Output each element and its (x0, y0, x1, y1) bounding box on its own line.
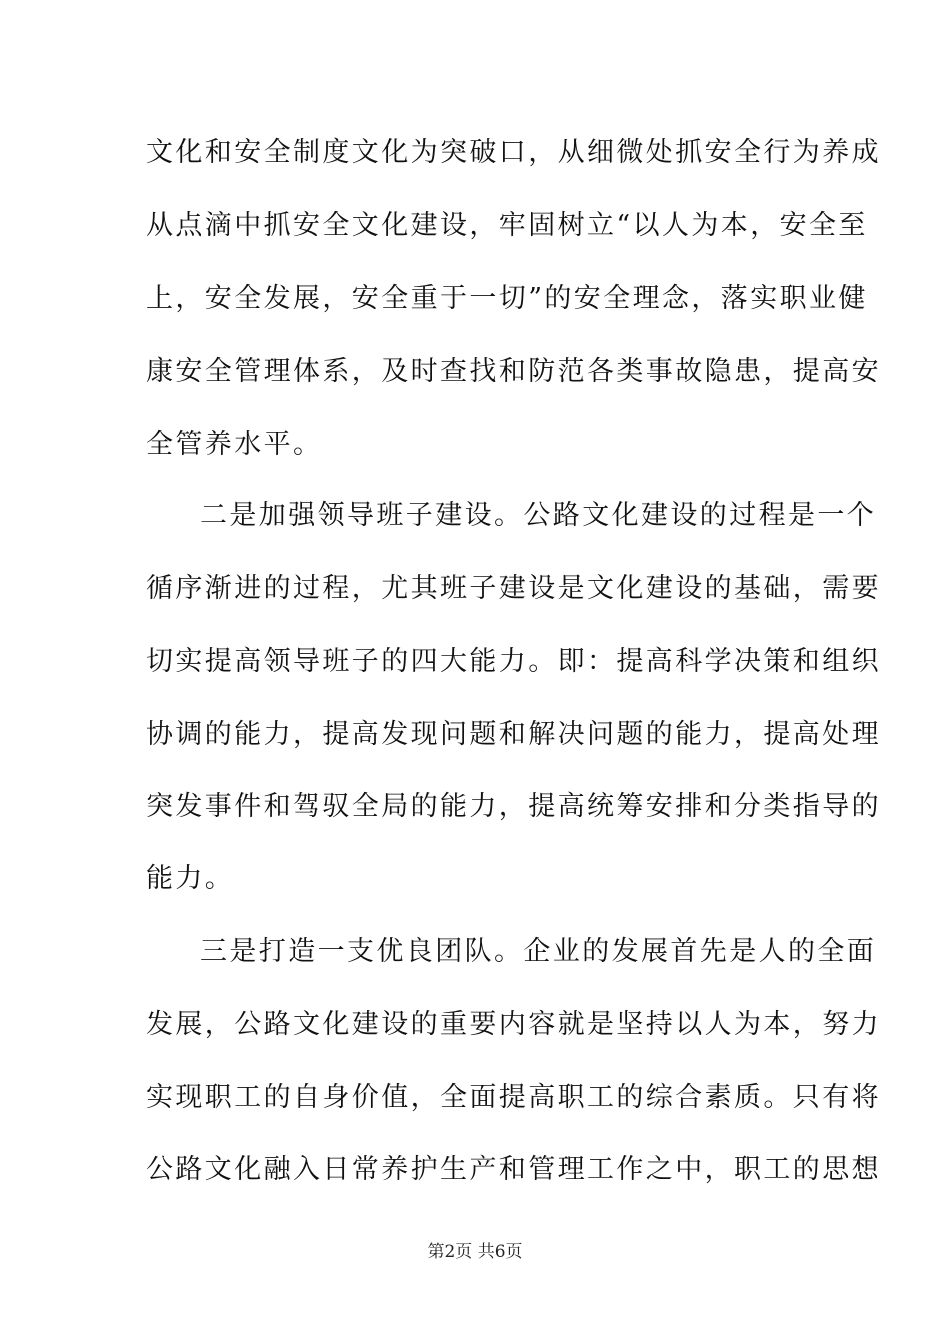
text-line: 从点滴中抓安全文化建设，牢固树立“以人为本，安全至 (146, 210, 868, 241)
text-line: 发展，公路文化建设的重要内容就是坚持以人为本，努力 (146, 1009, 881, 1040)
page-number-footer: 第2页 共6页 (427, 1242, 523, 1262)
text-line: 上，安全发展，安全重于一切”的安全理念，落实职业健 (146, 283, 868, 314)
text-line: 协调的能力，提高发现问题和解决问题的能力，提高处理 (146, 719, 881, 750)
paragraph-start-line: 二是加强领导班子建设。公路文化建设的过程是一个 (200, 500, 877, 531)
text-line: 突发事件和驾驭全局的能力，提高统筹安排和分类指导的 (146, 791, 881, 822)
text-line: 全管养水平。 (146, 429, 323, 460)
text-line: 实现职工的自身价值，全面提高职工的综合素质。只有将 (146, 1082, 881, 1113)
text-line: 能力。 (146, 863, 235, 894)
paragraph-start-line: 三是打造一支优良团队。企业的发展首先是人的全面 (200, 936, 877, 967)
text-line: 康安全管理体系，及时查找和防范各类事故隐患，提高安 (146, 356, 881, 387)
text-line: 循序渐进的过程，尤其班子建设是文化建设的基础，需要 (146, 573, 881, 604)
text-line: 文化和安全制度文化为突破口，从细微处抓安全行为养成 (146, 137, 881, 168)
text-line: 切实提高领导班子的四大能力。即：提高科学决策和组织 (146, 646, 881, 677)
text-line: 公路文化融入日常养护生产和管理工作之中，职工的思想 (146, 1154, 881, 1185)
